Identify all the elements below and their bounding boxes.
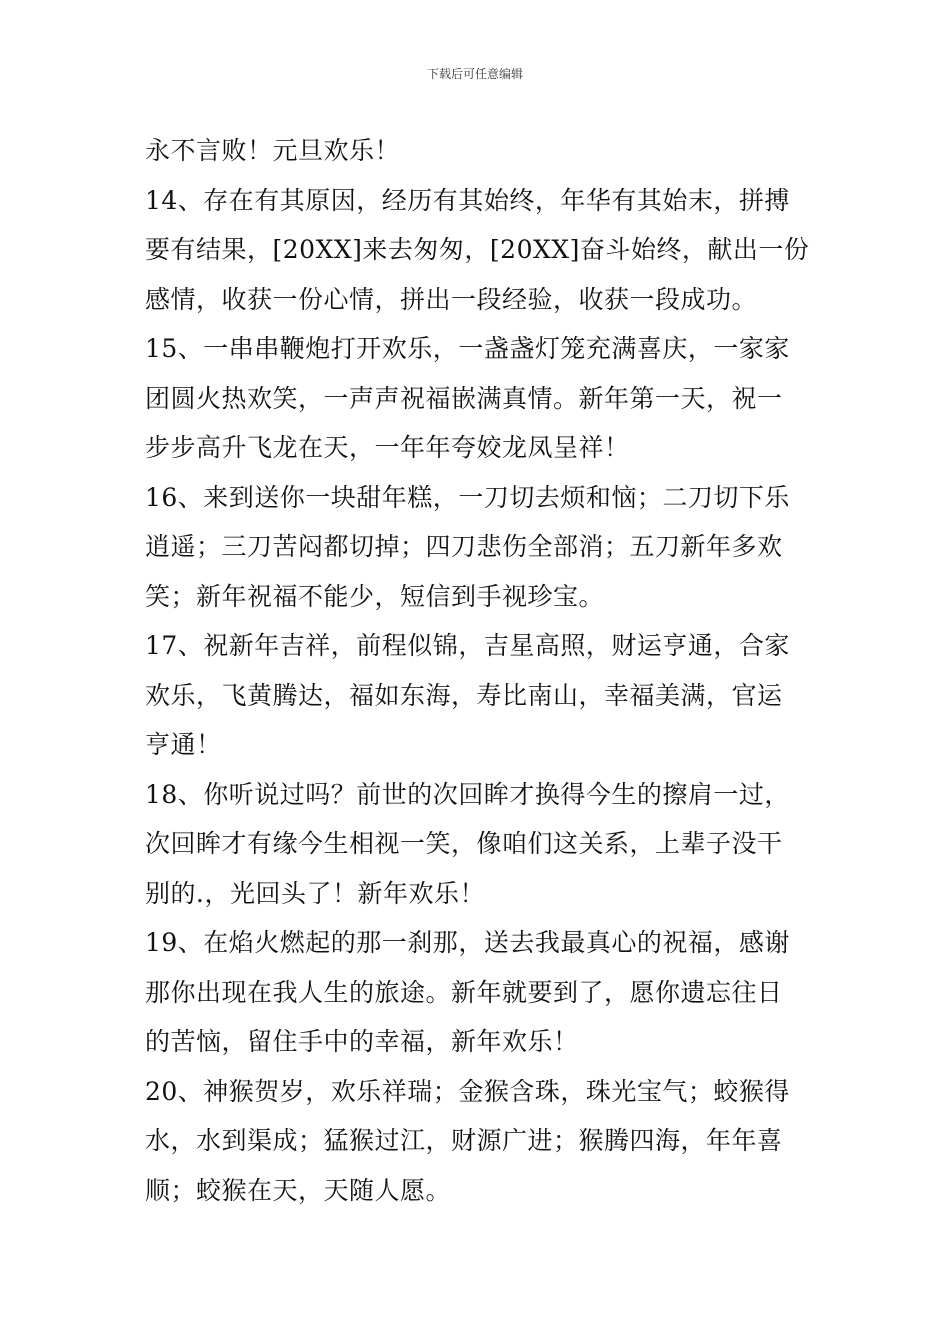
text-line: 14、存在有其原因，经历有其始终，年华有其始末，拼搏 (145, 185, 790, 215)
text-line: 欢乐，飞黄腾达，福如东海，寿比南山，幸福美满，官运 (145, 680, 783, 710)
text-line: 顺；蛟猴在天，天随人愿。 (145, 1175, 452, 1205)
text-line: 步步高升飞龙在天，一年年夸姣龙凤呈祥！ (145, 433, 630, 462)
text-line: 亨通！ (145, 730, 222, 759)
document-body (145, 126, 810, 1215)
text-line: 17、祝新年吉祥，前程似锦，吉星高照，财运亨通，合家 (145, 631, 790, 660)
text-line: 那你出现在我人生的旅途。新年就要到了，愿你遗忘往日 (145, 977, 783, 1007)
text-line: 18、你听说过吗？前世的次回眸才换得今生的擦肩一过， (145, 779, 790, 809)
text-line: 笑；新年祝福不能少，短信到手视珍宝。 (145, 581, 605, 611)
paragraph-16 (145, 473, 810, 622)
paragraph-14 (145, 176, 810, 325)
text-line: 永不言败！元旦欢乐！ (145, 136, 401, 165)
paragraph-15 (145, 324, 810, 473)
text-line: 别的.，光回头了！新年欢乐！ (145, 878, 485, 908)
text-line: 要有结果，[20XX]来去匆匆，[20XX]奋斗始终，献出一份 (145, 235, 810, 264)
text-line: 19、在焰火燃起的那一刹那，送去我最真心的祝福，感谢 (145, 928, 790, 957)
text-line: 团圆火热欢笑，一声声祝福嵌满真情。新年第一天，祝一 (145, 383, 783, 413)
text-line: 16、来到送你一块甜年糕，一刀切去烦和恼；二刀切下乐 (145, 482, 790, 512)
text-line: 水，水到渠成；猛猴过江，财源广进；猴腾四海，年年喜 (145, 1126, 783, 1155)
page-header: 下载后可任意编辑 (426, 67, 523, 81)
text-line: 感情，收获一份心情，拼出一段经验，收获一段成功。 (145, 284, 758, 314)
paragraph-18 (145, 770, 810, 919)
paragraph-19 (145, 918, 810, 1067)
paragraph-20 (145, 1067, 810, 1216)
text-line: 15、一串串鞭炮打开欢乐，一盏盏灯笼充满喜庆，一家家 (145, 334, 790, 363)
text-line: 20、神猴贺岁，欢乐祥瑞；金猴含珠，珠光宝气；蛟猴得 (145, 1076, 790, 1106)
text-line: 逍遥；三刀苦闷都切掉；四刀悲伤全部消；五刀新年多欢 (145, 532, 783, 561)
text-line: 次回眸才有缘今生相视一笑，像咱们这关系，上辈子没干 (145, 829, 783, 858)
paragraph-13-ending (145, 126, 810, 176)
text-line: 的苦恼，留住手中的幸福，新年欢乐！ (145, 1027, 579, 1056)
paragraph-17 (145, 621, 810, 770)
